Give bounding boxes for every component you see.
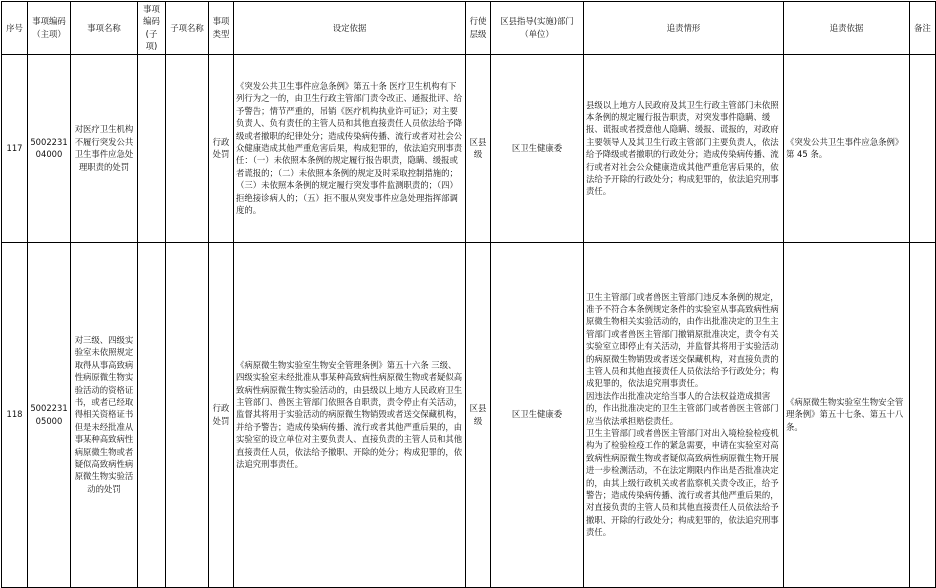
cell-seq: 117	[2, 54, 28, 242]
cell-level: 区县级	[466, 54, 491, 242]
cell-name: 对医疗卫生机构不履行突发公共卫生事件应急处理职责的处罚	[71, 54, 138, 242]
header-accountability-basis: 追责依据	[784, 2, 910, 55]
cell-accountability-basis: 《突发公共卫生事件应急条例》第 45 条。	[784, 54, 910, 242]
cell-name: 对三级、四级实验室未依照规定取得从事高致病性病原微生物实验活动的资格证书，或者已经取得相关资格证书但是未经批准从事某种高致病性病原微生物或者疑似高致病性病原微生物实验活动的处罚	[71, 242, 138, 587]
cell-dept: 区卫生健康委	[491, 242, 584, 587]
cell-remarks	[910, 54, 936, 242]
cell-accountability-basis: 《病原微生物实验室生物安全管理条例》第五十七条、第五十八条。	[784, 242, 910, 587]
cell-code-sub	[138, 54, 166, 242]
header-level: 行使层级	[466, 2, 491, 55]
cell-sub-name	[166, 242, 209, 587]
cell-seq: 118	[2, 242, 28, 587]
table-row	[2, 242, 936, 587]
header-basis: 设定依据	[234, 2, 466, 55]
cell-level: 区县级	[466, 242, 491, 587]
header-code-main: 事项编码（主项）	[28, 2, 71, 55]
cell-basis: 《突发公共卫生事件应急条例》第五十条 医疗卫生机构有下列行为之一的，由卫生行政主管部门责令改正、通报批评、给予警告；情节严重的，吊销《医疗机构执业许可证》；对主要负责人、负有责任的主管人员和其他直接责任人员依法给予降级或者撤职的纪律处分；造成传染病传播、流行或者对社会公众健康造成其他严重危害后果，构成犯罪的，依法追究刑事责任：（一）未依照本条例的规定履行报告职责，隐瞒、缓报或者谎报的；（二）未依照本条例的规定及时采取控制措施的；（三）未依照本条例的规定履行突发事件监测职责的；（四）拒绝接诊病人的；（五）拒不服从突发事件应急处理指挥部调度的。	[234, 54, 466, 242]
cell-type: 行政处罚	[209, 242, 234, 587]
cell-circumstances: 卫生主管部门或者兽医主管部门违反本条例的规定，准予不符合本条例规定条件的实验室从事高致病性病原微生物相关实验活动的，由作出批准决定的卫生主管部门或者兽医主管部门撤销原批准决定，责令有关实验室立即停止有关活动，并监督其将用于实验活动的病原微生物销毁或者送交保藏机构，对直接负责的主管人员和其他直接责任人员依法给予行政处分；构成犯罪的，依法追究刑事责任。 因违法作出批准决定给当事人的合法权益造成损害的，作出批准决定的卫生主管部门或者兽医主管部门应当依法承担赔偿责任。 卫生主管部门或者兽医主管部门对出入境检验检疫机构为了检验检疫工作的紧急需要，申请在实验室对高致病性病原微生物或者疑似高致病性病原微生物开展进一步检测活动，不在法定期限内作出是否批准决定的，由其上级行政机关或者监察机关责令改正，给予警告；造成传染病传播、流行或者其他严重后果的，对直接负责的主管人员和其他直接责任人员依法给予撤职、开除的行政处分；构成犯罪的，依法追究刑事责任。	[584, 242, 784, 587]
header-code-sub: 事项编码(子项)	[138, 2, 166, 55]
header-row	[2, 2, 936, 55]
cell-type: 行政处罚	[209, 54, 234, 242]
cell-sub-name	[166, 54, 209, 242]
header-name: 事项名称	[71, 2, 138, 55]
header-sub-name: 子项名称	[166, 2, 209, 55]
cell-code: 500223104000	[28, 54, 71, 242]
cell-basis: 《病原微生物实验室生物安全管理条例》第五十六条 三级、四级实验室未经批准从事某种高致病性病原微生物或者疑似高致病性病原微生物实验活动的，由县级以上地方人民政府卫生主管部门、兽医主管部门依照各自职责，责令停止有关活动，监督其将用于实验活动的病原微生物销毁或者送交保藏机构，并给予警告；造成传染病传播、流行或者其他严重后果的，由实验室的设立单位对主要负责人、直接负责的主管人员和其他直接责任人员，依法给予撤职、开除的处分；构成犯罪的，依法追究刑事责任。	[234, 242, 466, 587]
header-circumstances: 追责情形	[584, 2, 784, 55]
accountability-table	[1, 1, 936, 588]
header-seq: 序号	[2, 2, 28, 55]
cell-code: 500223105000	[28, 242, 71, 587]
table-row	[2, 54, 936, 242]
cell-code-sub	[138, 242, 166, 587]
cell-remarks	[910, 242, 936, 587]
header-type: 事项类型	[209, 2, 234, 55]
cell-circumstances: 县级以上地方人民政府及其卫生行政主管部门未依照本条例的规定履行报告职责，对突发事件隐瞒、缓报、谎报或者授意他人隐瞒、缓报、谎报的，对政府主要领导人及其卫生行政主管部门主要负责人，依法给予降级或者撤职的行政处分；造成传染病传播、流行或者对社会公众健康造成其他严重危害后果的，依法给予开除的行政处分；构成犯罪的，依法追究刑事责任。	[584, 54, 784, 242]
cell-dept: 区卫生健康委	[491, 54, 584, 242]
header-dept: 区县指导(实施)部门（单位）	[491, 2, 584, 55]
header-remarks: 备注	[910, 2, 936, 55]
